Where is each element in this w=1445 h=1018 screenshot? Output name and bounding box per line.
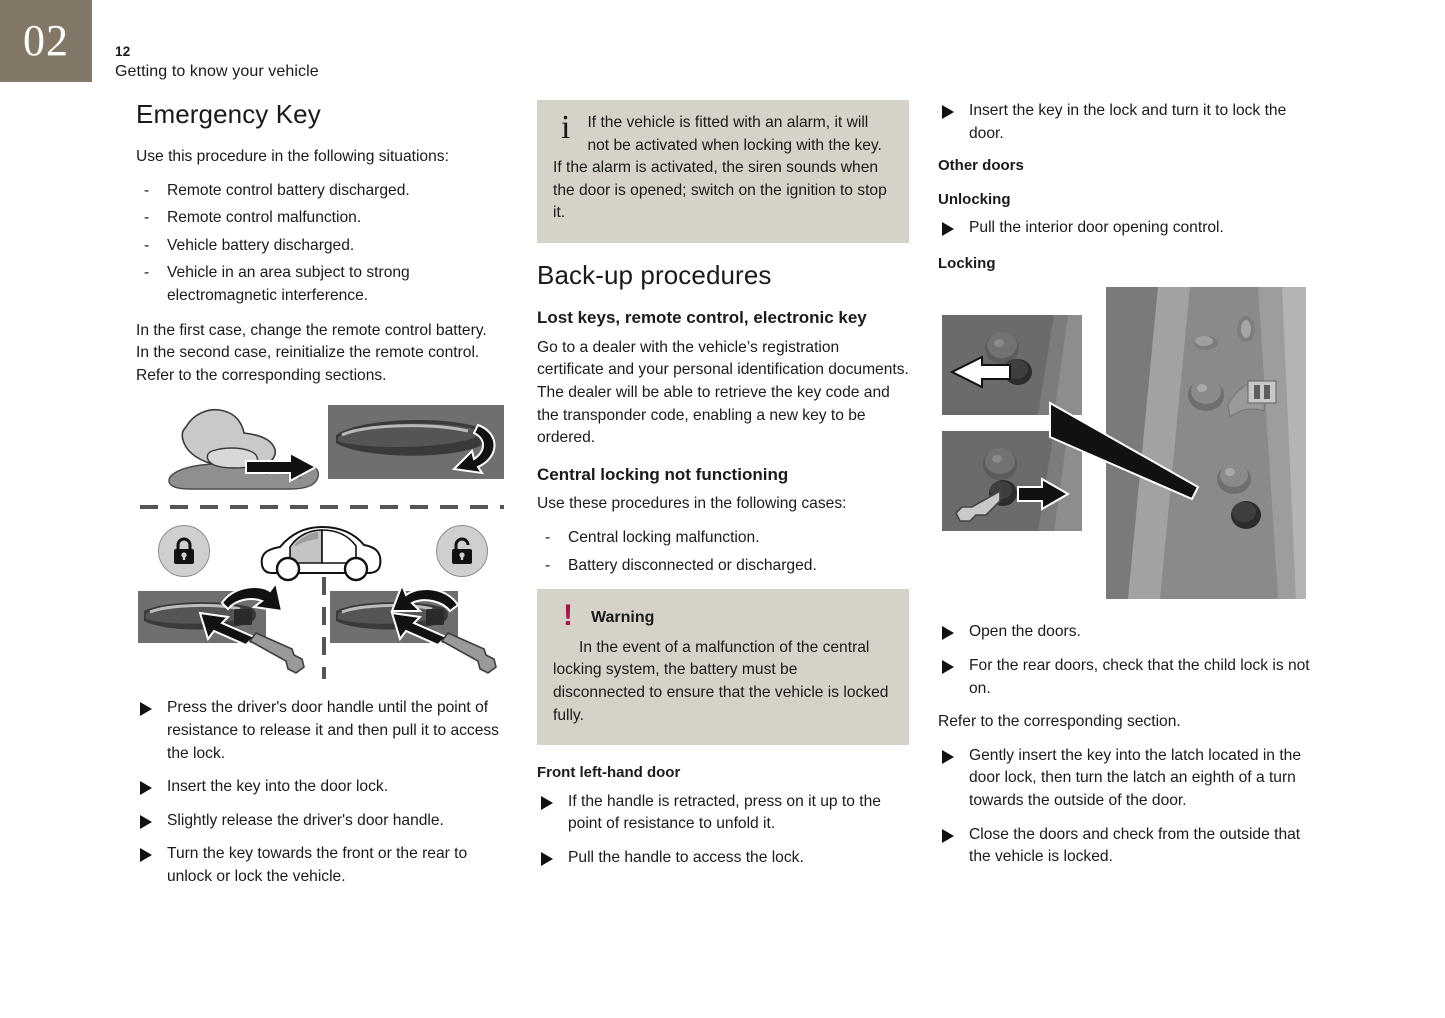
central-locking-intro: Use these procedures in the following cases: [537,495,847,513]
chapter-number: 02 [23,16,69,65]
step-text: For the rear doors, check that the child lock is not on. [969,656,1310,697]
refer-sections-paragraph: Refer to the corresponding sections. [136,366,387,384]
open-doors-steps [938,621,1310,700]
list-item [938,621,1310,644]
emergency-key-steps [136,697,508,888]
subtitle-locking: Locking [938,254,996,272]
chapter-number-box [0,0,92,82]
central-locking-cases-list [537,527,909,577]
lost-keys-paragraph-1: Go to a dealer with the vehicle’s registration certificate and your personal identification documents. [537,338,909,379]
warning-title: Warning [591,609,655,627]
warning-body: In the event of a malfunction of the central locking system, the battery must be disconnected to ensure that the vehicle is locked fully. [553,638,889,724]
warning-exclamation-icon: ! [563,599,573,633]
list-item [136,843,508,888]
subtitle-front-left-door: Front left-hand door [537,764,681,782]
arrow-bullet-icon [541,796,553,810]
list-item [537,791,909,836]
subtitle-central-locking: Central locking not functioning [537,464,789,484]
front-left-door-steps [537,791,909,870]
handle-key-rear-illustration [328,581,508,677]
page-number: 12 [115,44,131,59]
list-item [938,655,1310,700]
list-item: - Vehicle battery discharged. [136,235,508,258]
arrow-bullet-icon [140,702,152,716]
padlock-open-icon [449,536,475,566]
list-item: - Remote control battery discharged. [136,180,508,203]
list-item: - Vehicle in an area subject to strong electromagnetic interference. [136,262,508,307]
info-line-2: If the alarm is activated, the siren sounds when the door is opened; switch on the ignition to stop it. [553,159,887,222]
info-line-1: If the vehicle is fitted with an alarm, it will not be activated when locking with the key. [587,114,882,154]
step-text: Insert the key into the door lock. [167,778,389,796]
section-title-emergency-key: Emergency Key [136,99,321,129]
door-handle-key-operation-diagram [136,401,508,681]
step-text: Close the doors and check from the outside that the vehicle is locked. [969,825,1301,866]
list-item [136,776,508,799]
warning-callout-box [537,589,909,745]
arrow-bullet-icon [140,781,152,795]
list-item: - Central locking malfunction. [537,527,909,550]
vertical-dashed-separator [322,577,326,679]
lock-icon [158,525,210,577]
list-item [938,824,1310,869]
subtitle-unlocking: Unlocking [938,190,1011,208]
unlocking-step-list [938,217,1310,240]
arrow-bullet-icon [942,750,954,764]
list-item [938,745,1310,813]
step-text: Open the doors. [969,623,1081,641]
arrow-bullet-icon [140,848,152,862]
arrow-bullet-icon [942,660,954,674]
column-right [938,100,1310,880]
unlock-icon [436,525,488,577]
arrow-bullet-icon [140,815,152,829]
refer-corresponding-section: Refer to the corresponding section. [938,713,1181,731]
key-and-arrows [136,581,316,677]
padlock-closed-icon [171,536,197,566]
arrow-bullet-icon [942,105,954,119]
lost-keys-paragraph-2: The dealer will be able to retrieve the key code and the transponder code, enabling a new key to be ordered. [537,383,890,447]
second-case-paragraph: In the second case, reinitialize the remote control. [136,344,480,362]
list-item [537,847,909,870]
door-latch-key-turn-diagram [938,283,1310,603]
chapter-title: Getting to know your vehicle [115,63,319,81]
list-item [136,810,508,833]
step-text: Insert the key in the lock and turn it to lock the door. [969,102,1287,142]
arrow-bullet-icon [942,626,954,640]
vehicle-side-view-icon [256,519,386,585]
step-text: Slightly release the driver's door handle. [167,811,444,829]
list-item [136,697,508,765]
handle-panel-top-right [328,405,504,479]
handle-key-front-illustration [136,581,316,677]
subtitle-lost-keys: Lost keys, remote control, electronic key [537,307,867,327]
final-steps-list [938,745,1310,869]
lock-door-step-list [938,100,1310,145]
hand-pressing-handle-illustration [150,405,340,501]
section-title-backup-procedures: Back-up procedures [537,260,772,291]
column-middle [537,100,909,881]
arrow-bullet-icon [942,829,954,843]
list-item [938,217,1310,240]
info-icon: i [561,109,571,146]
first-case-paragraph: In the first case, change the remote control battery. [136,321,487,339]
step-text: If the handle is retracted, press on it up to the point of resistance to unfold it. [568,792,881,833]
page-header [115,43,319,84]
emergency-key-intro: Use this procedure in the following situations: [136,147,449,165]
horizontal-dashed-separator [140,505,504,509]
list-item: - Remote control malfunction. [136,207,508,230]
list-item: - Battery disconnected or discharged. [537,555,909,578]
situations-list [136,180,508,308]
handle-rotate-arrow-illustration [328,405,504,479]
step-text: Press the driver's door handle until the point of resistance to release it and then pull it to access the lock. [167,699,499,762]
list-item [938,100,1310,145]
arrow-bullet-icon [541,852,553,866]
step-text: Turn the key towards the front or the rear to unlock or lock the vehicle. [167,845,468,886]
key-and-arrows [328,581,508,677]
step-text: Gently insert the key into the latch located in the door lock, then turn the latch an eighth of a turn towards the outside of the door. [969,746,1301,809]
pointer-wedge [1048,395,1248,515]
step-text: Pull the interior door opening control. [969,219,1224,237]
subtitle-other-doors: Other doors [938,157,1024,175]
step-text: Pull the handle to access the lock. [568,848,804,866]
column-left [136,100,508,900]
arrow-bullet-icon [942,222,954,236]
info-callout-box [537,100,909,243]
